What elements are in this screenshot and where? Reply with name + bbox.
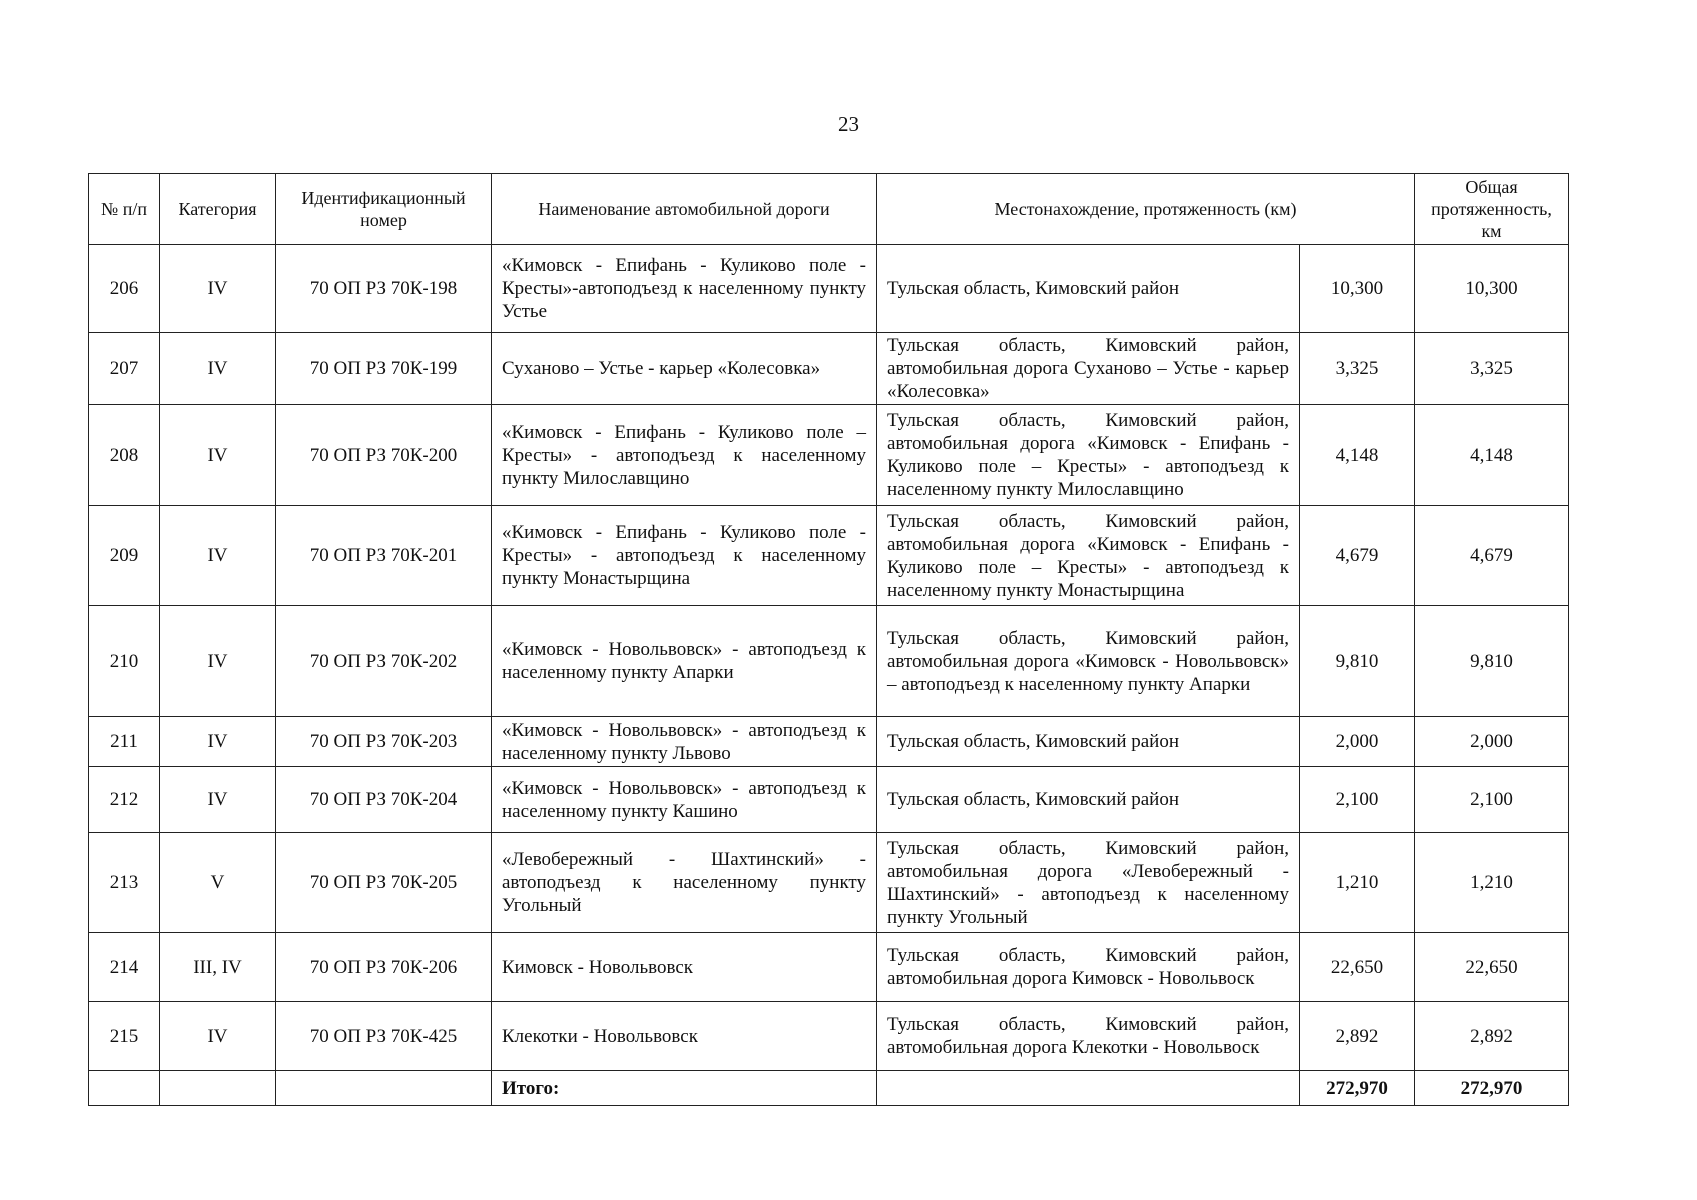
row-category: III, IV (160, 933, 276, 1002)
total-empty-cell (276, 1071, 492, 1106)
row-num: 206 (89, 245, 160, 333)
row-id: 70 ОП РЗ 70К-205 (276, 833, 492, 933)
total-empty-cell (89, 1071, 160, 1106)
table-row (89, 1002, 1569, 1071)
row-location: Тульская область, Кимовский район, автомобильная дорога Клекотки - Новольвоск (877, 1002, 1300, 1071)
row-total: 3,325 (1415, 333, 1569, 405)
row-length: 22,650 (1300, 933, 1415, 1002)
row-category: IV (160, 245, 276, 333)
table-row (89, 606, 1569, 717)
table-row (89, 933, 1569, 1002)
row-location: Тульская область, Кимовский район, автомобильная дорога Суханово – Устье - карьер «Колесовка» (877, 333, 1300, 405)
row-category: IV (160, 405, 276, 506)
row-total: 2,000 (1415, 717, 1569, 767)
table-row (89, 506, 1569, 606)
row-category: IV (160, 606, 276, 717)
row-location: Тульская область, Кимовский район, автомобильная дорога «Кимовск - Епифань - Куликово поле – Кресты» - автоподъезд к населенному пункту Милославщино (877, 405, 1300, 506)
row-length: 2,892 (1300, 1002, 1415, 1071)
row-id: 70 ОП РЗ 70К-202 (276, 606, 492, 717)
row-id: 70 ОП РЗ 70К-204 (276, 767, 492, 833)
row-id: 70 ОП РЗ 70К-203 (276, 717, 492, 767)
row-total: 4,148 (1415, 405, 1569, 506)
row-num: 209 (89, 506, 160, 606)
row-id: 70 ОП РЗ 70К-200 (276, 405, 492, 506)
row-name: «Кимовск - Епифань - Куликово поле – Кресты» - автоподъезд к населенному пункту Милославщино (492, 405, 877, 506)
total-row (89, 1071, 1569, 1106)
total-label: Итого: (492, 1071, 877, 1106)
table-row (89, 833, 1569, 933)
row-id: 70 ОП РЗ 70К-201 (276, 506, 492, 606)
roads-table (88, 173, 1569, 1106)
row-length: 1,210 (1300, 833, 1415, 933)
row-location: Тульская область, Кимовский район, автомобильная дорога «Кимовск - Епифань - Куликово поле – Кресты» - автоподъезд к населенному пункту Монастырщина (877, 506, 1300, 606)
row-num: 215 (89, 1002, 160, 1071)
row-name: «Кимовск - Новольвовск» - автоподъезд к населенному пункту Львово (492, 717, 877, 767)
row-total: 2,100 (1415, 767, 1569, 833)
row-id: 70 ОП РЗ 70К-425 (276, 1002, 492, 1071)
row-id: 70 ОП РЗ 70К-199 (276, 333, 492, 405)
row-total: 10,300 (1415, 245, 1569, 333)
table-row (89, 333, 1569, 405)
row-total: 2,892 (1415, 1002, 1569, 1071)
row-name: «Кимовск - Новольвовск» - автоподъезд к населенному пункту Апарки (492, 606, 877, 717)
table-body (89, 245, 1569, 1071)
total-length: 272,970 (1300, 1071, 1415, 1106)
row-num: 207 (89, 333, 160, 405)
row-name: «Левобережный - Шахтинский» - автоподъезд к населенному пункту Угольный (492, 833, 877, 933)
row-id: 70 ОП РЗ 70К-198 (276, 245, 492, 333)
header-category: Категория (160, 174, 276, 245)
row-total: 22,650 (1415, 933, 1569, 1002)
header-row (89, 174, 1569, 245)
row-num: 213 (89, 833, 160, 933)
total-empty-cell (877, 1071, 1300, 1106)
header-num: № п/п (89, 174, 160, 245)
row-category: IV (160, 333, 276, 405)
row-category: IV (160, 767, 276, 833)
row-total: 1,210 (1415, 833, 1569, 933)
header-id: Идентификационный номер (276, 174, 492, 245)
total-empty-cell (160, 1071, 276, 1106)
header-name: Наименование автомобильной дороги (492, 174, 877, 245)
row-length: 2,000 (1300, 717, 1415, 767)
row-length: 10,300 (1300, 245, 1415, 333)
table-row (89, 767, 1569, 833)
row-location: Тульская область, Кимовский район, автомобильная дорога Кимовск - Новольвоск (877, 933, 1300, 1002)
table-row (89, 245, 1569, 333)
row-location: Тульская область, Кимовский район (877, 767, 1300, 833)
row-length: 3,325 (1300, 333, 1415, 405)
row-length: 4,148 (1300, 405, 1415, 506)
row-category: IV (160, 717, 276, 767)
header-location: Местонахождение, протяженность (км) (877, 174, 1415, 245)
row-num: 208 (89, 405, 160, 506)
row-num: 210 (89, 606, 160, 717)
row-category: IV (160, 1002, 276, 1071)
row-name: Клекотки - Новольвовск (492, 1002, 877, 1071)
page-number: 23 (838, 112, 859, 136)
row-location: Тульская область, Кимовский район (877, 245, 1300, 333)
row-name: «Кимовск - Новольвовск» - автоподъезд к населенному пункту Кашино (492, 767, 877, 833)
row-num: 214 (89, 933, 160, 1002)
row-length: 4,679 (1300, 506, 1415, 606)
row-length: 9,810 (1300, 606, 1415, 717)
row-id: 70 ОП РЗ 70К-206 (276, 933, 492, 1002)
row-total: 9,810 (1415, 606, 1569, 717)
row-name: «Кимовск - Епифань - Куликово поле - Кресты» - автоподъезд к населенному пункту Монастырщина (492, 506, 877, 606)
row-name: Кимовск - Новольвовск (492, 933, 877, 1002)
row-location: Тульская область, Кимовский район, автомобильная дорога «Кимовск - Новольвовск» – автоподъезд к населенному пункту Апарки (877, 606, 1300, 717)
table-row (89, 717, 1569, 767)
row-name: Суханово – Устье - карьер «Колесовка» (492, 333, 877, 405)
total-overall-length: 272,970 (1415, 1071, 1569, 1106)
row-num: 211 (89, 717, 160, 767)
row-name: «Кимовск - Епифань - Куликово поле - Кресты»-автоподъезд к населенному пункту Устье (492, 245, 877, 333)
row-location: Тульская область, Кимовский район (877, 717, 1300, 767)
row-num: 212 (89, 767, 160, 833)
header-total-length: Общая протяженность, км (1415, 174, 1569, 245)
row-total: 4,679 (1415, 506, 1569, 606)
table-row (89, 405, 1569, 506)
row-location: Тульская область, Кимовский район, автомобильная дорога «Левобережный - Шахтинский» - автоподъезд к населенному пункту Угольный (877, 833, 1300, 933)
row-category: V (160, 833, 276, 933)
row-length: 2,100 (1300, 767, 1415, 833)
row-category: IV (160, 506, 276, 606)
